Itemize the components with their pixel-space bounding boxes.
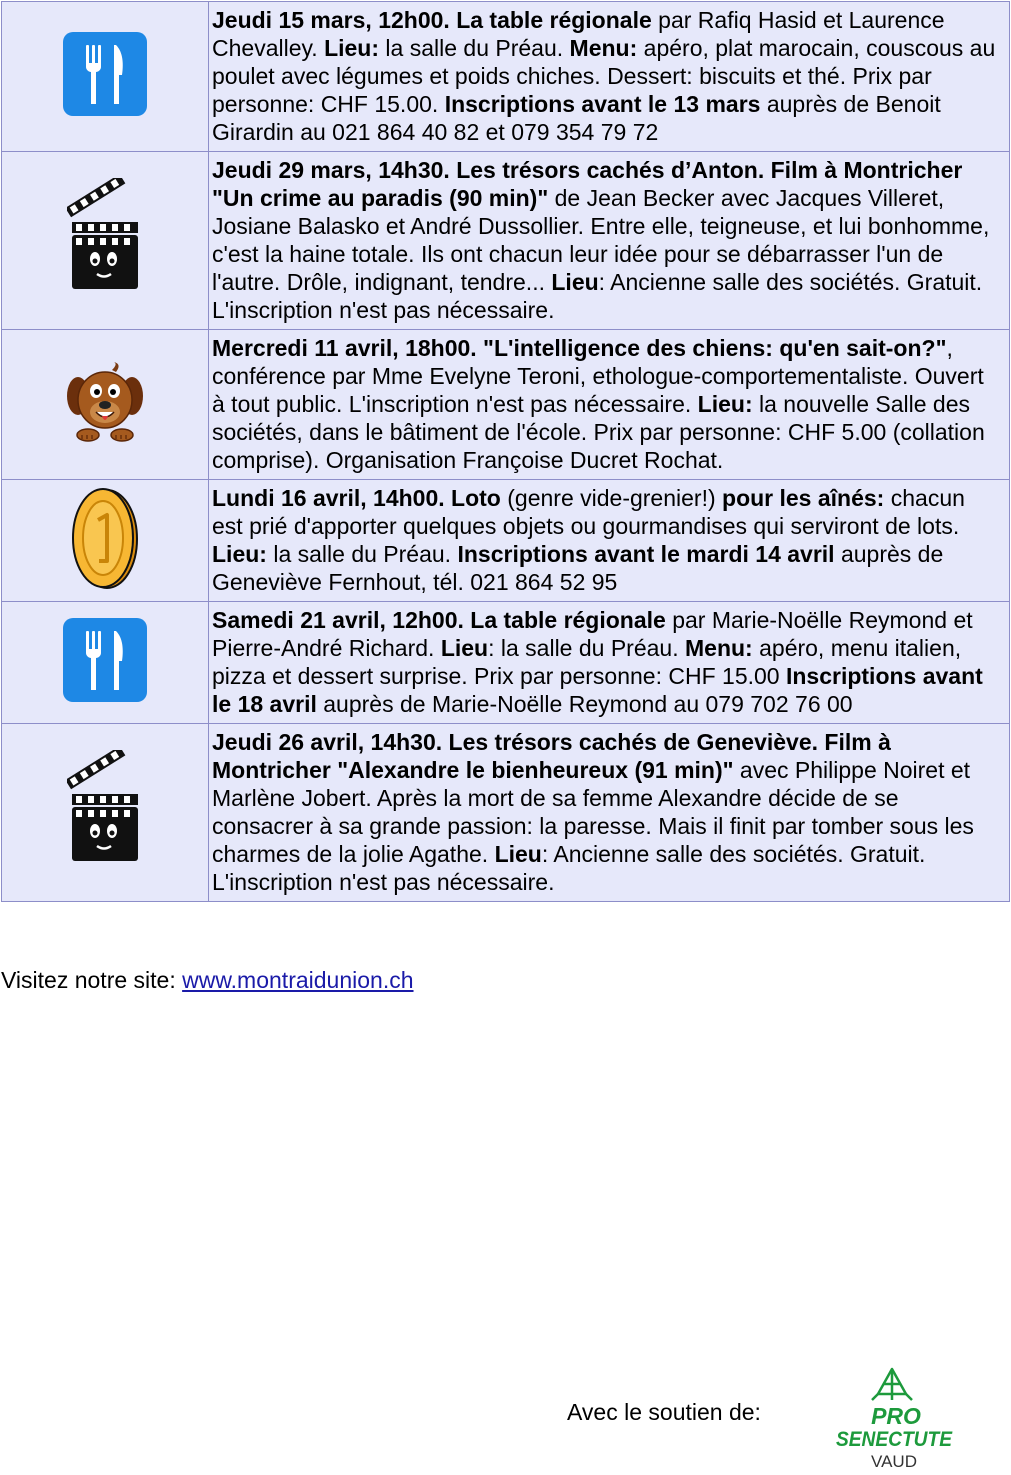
- event-text: apéro, plat marocain, couscous au poulet avec légumes et poids chiches. Dessert: biscuits et thé. Prix par personne: CHF 15.00.: [212, 35, 996, 117]
- event-icon-cell: [2, 330, 209, 480]
- event-text: , conférence par Mme Evelyne Teroni, ethologue-comportementaliste. Ouvert à tout public. L'inscription n'est pas nécessaire.: [212, 335, 984, 417]
- event-text: de Jean Becker avec Jacques Villeret, Josiane Balasko et André Dussollier. Entre elle, teigneuse, et lui bonhomme, c'est la haine totale. Ils ont chacun leur idée pour se débarrasser l'un de l'autre. Drôle, indignant, tendre...: [212, 185, 990, 295]
- fork-knife-icon: [62, 31, 148, 117]
- event-text: apéro, menu italien, pizza et dessert surprise. Prix par personne: CHF 15.00: [212, 635, 962, 689]
- event-description: [209, 330, 1010, 480]
- event-icon-cell: [2, 724, 209, 902]
- event-icon-cell: [2, 602, 209, 724]
- event-bold-text: Lieu:: [697, 391, 753, 417]
- event-text: la nouvelle Salle des sociétés, dans le bâtiment de l'école. Prix par personne: CHF 5.00 (collation comprise). Organisation Françoise Ducret Rochat.: [212, 391, 985, 473]
- film-clapper-icon: [67, 178, 143, 298]
- site-link[interactable]: www.montraidunion.ch: [182, 967, 414, 993]
- events-table: [1, 1, 1010, 902]
- event-row: [2, 330, 1010, 480]
- event-text: par Marie-Noëlle Reymond et Pierre-André Richard.: [212, 607, 973, 661]
- event-bold-text: Inscriptions avant le 13 mars: [444, 91, 761, 117]
- event-icon-cell: [2, 480, 209, 602]
- fork-knife-icon: [62, 617, 148, 703]
- event-description: [209, 152, 1010, 330]
- event-bold-text: Lieu:: [212, 541, 267, 567]
- events-body: [2, 2, 1010, 902]
- event-bold-text: Mercredi 11 avril, 18h00. "L'intelligence des chiens: qu'en sait-on?": [212, 335, 947, 361]
- event-bold-text: Lieu: [494, 841, 542, 867]
- site-prefix: Visitez notre site:: [1, 967, 183, 993]
- event-bold-text: Menu:: [685, 635, 753, 661]
- event-row: [2, 602, 1010, 724]
- event-bold-text: Lieu: [551, 269, 599, 295]
- event-text: : Ancienne salle des sociétés. Gratuit. L'inscription n'est pas nécessaire.: [212, 269, 983, 323]
- event-bold-text: Inscriptions avant le mardi 14 avril: [457, 541, 835, 567]
- event-row: [2, 152, 1010, 330]
- event-bold-text: pour les aînés:: [722, 485, 885, 511]
- event-text: chacun est prié d'apporter quelques objets ou gourmandises qui serviront de lots.: [212, 485, 965, 539]
- event-text: (genre vide-grenier!): [500, 485, 723, 511]
- event-description: [209, 2, 1010, 152]
- logo-line1: PRO: [871, 1403, 921, 1429]
- event-text: avec Philippe Noiret et Marlène Jobert. Après la mort de sa femme Alexandre décide de se consacrer à sa grande passion: la paresse. Mais il finit par tomber sous les charmes de la jolie Agathe.: [212, 757, 974, 867]
- support-text: Avec le soutien de:: [567, 1399, 761, 1425]
- event-text: auprès de Benoit Girardin au 021 864 40 82 et 079 354 79 72: [212, 91, 941, 145]
- event-row: [2, 2, 1010, 152]
- event-bold-text: Jeudi 29 mars, 14h30. Les trésors cachés d’Anton. Film à Montricher "Un crime au paradis (90 min)": [212, 157, 963, 211]
- event-icon-cell: [2, 152, 209, 330]
- site-line: [1, 966, 414, 994]
- event-bold-text: Lundi 16 avril, 14h00. Loto: [212, 485, 501, 511]
- event-text: auprès de Geneviève Fernhout, tél. 021 864 52 95: [212, 541, 944, 595]
- dog-icon: [64, 362, 146, 442]
- event-description: [209, 480, 1010, 602]
- event-text: : la salle du Préau.: [488, 635, 685, 661]
- event-icon-cell: [2, 2, 209, 152]
- film-clapper-icon: [67, 750, 143, 870]
- event-text: la salle du Préau.: [379, 35, 570, 61]
- coin-icon: [65, 484, 145, 592]
- event-row: [2, 724, 1010, 902]
- event-bold-text: Lieu:: [324, 35, 380, 61]
- pro-senectute-logo: [826, 1366, 958, 1470]
- event-bold-text: Jeudi 26 avril, 14h30. Les trésors cachés de Geneviève. Film à Montricher "Alexandre le bienheureux (91 min)": [212, 729, 891, 783]
- event-bold-text: Inscriptions avant le 18 avril: [212, 663, 983, 717]
- event-text: : Ancienne salle des sociétés. Gratuit. L'inscription n'est pas nécessaire.: [212, 841, 926, 895]
- event-text: la salle du Préau.: [266, 541, 458, 567]
- event-description: [209, 602, 1010, 724]
- event-bold-text: Samedi 21 avril, 12h00. La table régionale: [212, 607, 666, 633]
- event-bold-text: Jeudi 15 mars, 12h00. La table régionale: [212, 7, 652, 33]
- logo-line2: SENECTUTE: [836, 1428, 953, 1451]
- logo-line3: VAUD: [871, 1452, 917, 1470]
- event-text: auprès de Marie-Noëlle Reymond au 079 702 76 00: [316, 691, 853, 717]
- event-row: [2, 480, 1010, 602]
- event-description: [209, 724, 1010, 902]
- event-text: par Rafiq Hasid et Laurence Chevalley.: [212, 7, 945, 61]
- event-bold-text: Lieu: [440, 635, 489, 661]
- event-bold-text: Menu:: [569, 35, 638, 61]
